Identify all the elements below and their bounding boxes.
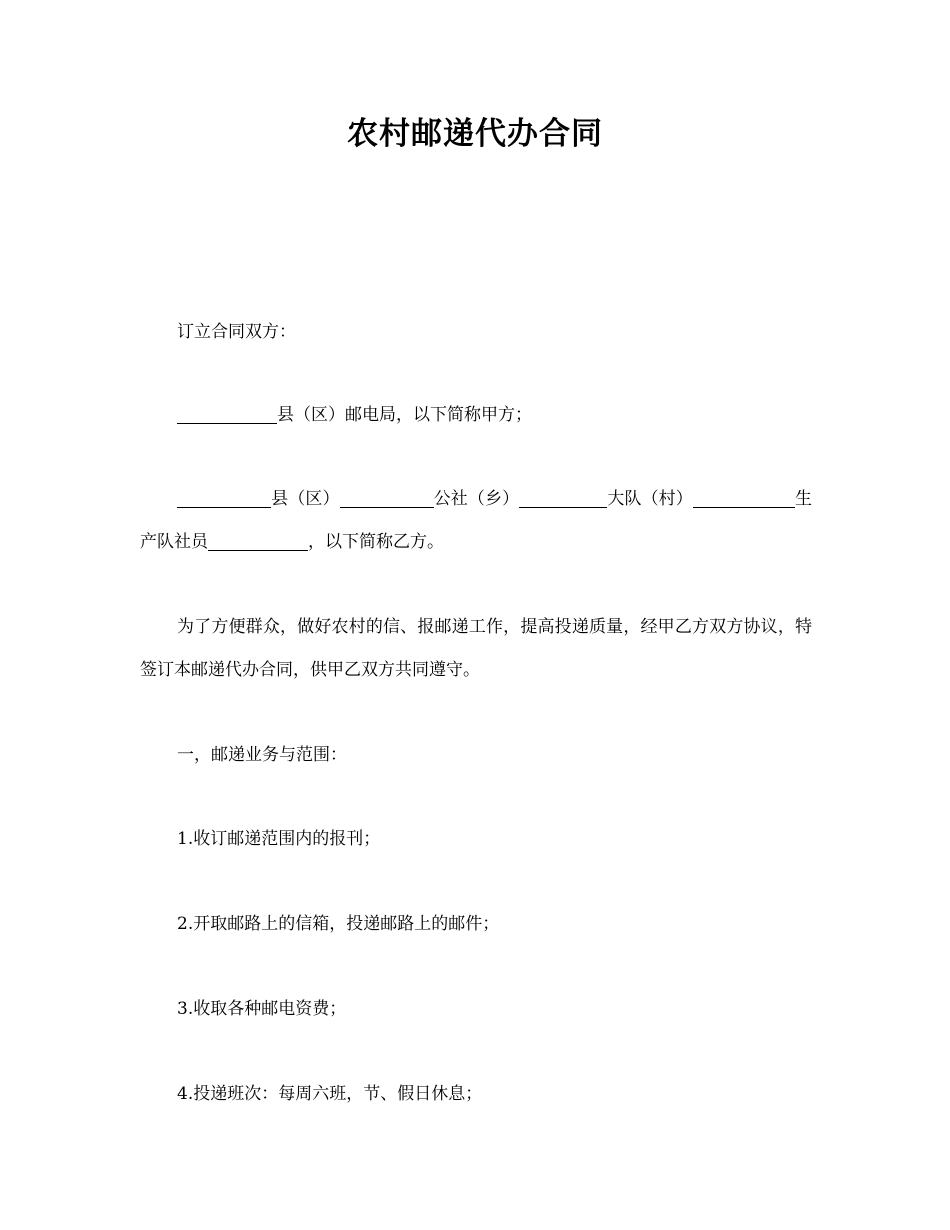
blank-field <box>177 490 271 508</box>
section-1-heading: 一，邮递业务与范围： <box>177 745 347 765</box>
party-b-commune: 公社（乡） <box>433 489 520 509</box>
blank-field <box>208 533 308 551</box>
party-b-county: 县（区） <box>271 489 340 509</box>
contract-parties-intro: 订立合同双方： <box>177 322 296 342</box>
party-b-brigade: 大队（村） <box>607 489 693 509</box>
party-b-team: 生产 <box>140 489 813 552</box>
blank-field <box>693 490 795 508</box>
list-item: 3.收取各种邮电资费； <box>177 999 347 1019</box>
document-title: 农村邮递代办合同 <box>347 116 603 152</box>
party-b-text: ，以下简称乙方。 <box>308 532 444 552</box>
blank-field <box>340 490 434 508</box>
purpose-paragraph: 为了方便群众，做好农村的信、报邮递工作，提高投递质量，经甲乙方双方协议，特签订本邮递代办合同，供甲乙双方共同遵守。 <box>140 617 812 680</box>
list-item: 2.开取邮路上的信箱，投递邮路上的邮件； <box>177 914 500 934</box>
party-b-member: 队社员 <box>157 532 208 552</box>
party-b-paragraph <box>140 478 812 564</box>
party-a-line <box>140 394 812 437</box>
list-item: 4.投递班次：每周六班，节、假日休息； <box>177 1084 483 1104</box>
party-a-text: 县（区）邮电局，以下简称甲方； <box>277 405 532 425</box>
blank-field <box>177 406 277 424</box>
blank-field <box>519 490 607 508</box>
list-item: 1.收订邮递范围内的报刊； <box>177 829 381 849</box>
